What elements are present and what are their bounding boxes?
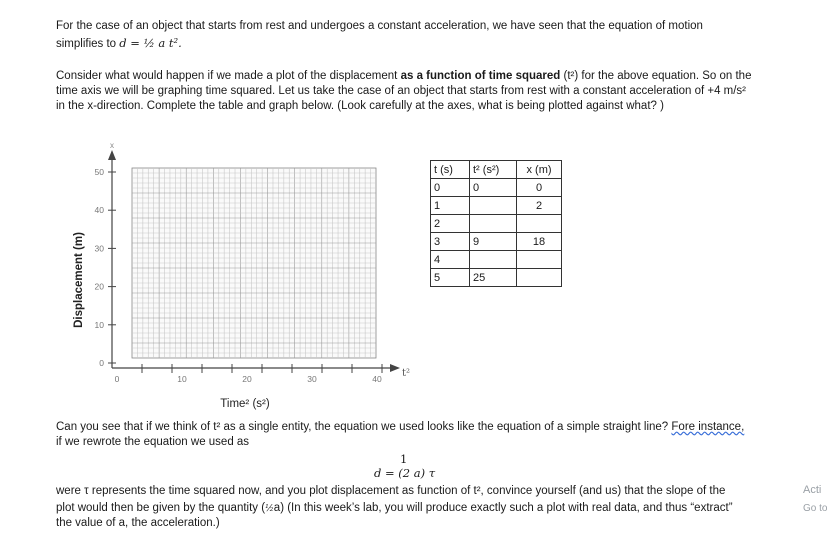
para4-l2b: a) (In this week’s lab, you will produce exactly such a plot with real data, and thus “extract”	[273, 502, 733, 514]
y-tick-label: 20	[94, 281, 104, 292]
table-cell: 1	[431, 197, 470, 215]
table-header: t² (s²)	[470, 161, 517, 179]
table-row	[431, 251, 562, 269]
y-axis-label: Displacement (m)	[73, 232, 85, 328]
table-header: t (s)	[431, 161, 470, 179]
intro-line-1: For the case of an object that starts from rest and undergoes a constant acceleration, we have seen that the equation of motion	[56, 20, 703, 32]
x-ticks	[115, 364, 382, 384]
table-cell: 3	[431, 233, 470, 251]
table-row	[431, 269, 562, 287]
y-tick-label: 30	[94, 243, 104, 254]
y-tick-label: 10	[94, 319, 104, 330]
table-cell[interactable]	[470, 215, 517, 233]
data-table	[430, 160, 562, 287]
x-tick-label: 20	[242, 374, 252, 384]
intro-equation: d = ½ a t².	[119, 36, 182, 50]
table-cell[interactable]	[517, 215, 562, 233]
table-cell[interactable]	[517, 251, 562, 269]
para4-frac: ½	[265, 504, 274, 514]
table-cell[interactable]: 0	[470, 179, 517, 197]
table-cell[interactable]: 9	[470, 233, 517, 251]
y-ticks	[95, 167, 116, 368]
y-tick-label: 50	[94, 167, 104, 177]
table-cell: 4	[431, 251, 470, 269]
table-header-row	[431, 161, 562, 179]
table-row	[431, 179, 562, 197]
table-header: x (m)	[517, 161, 562, 179]
para3-line-1	[56, 420, 744, 435]
x-tick-label: 40	[372, 374, 382, 384]
equation-main: d = (2 a) τ	[374, 466, 436, 480]
para3-l1b: Fore instance,	[671, 421, 745, 433]
table-cell[interactable]: 2	[517, 197, 562, 215]
para2-line-1	[56, 69, 751, 84]
graph-grid	[132, 168, 376, 358]
y-tick-label: 40	[94, 205, 104, 216]
para2-l1c: (t²) for the above equation. So on the	[560, 70, 752, 82]
para3-line-2: if we rewrote the equation we used as	[56, 436, 250, 448]
x-tick-label: 10	[177, 374, 187, 384]
y-arrow-label: x	[110, 141, 114, 150]
para2-l1a: Consider what would happen if we made a plot of the displacement	[56, 70, 401, 82]
table-cell[interactable]	[517, 269, 562, 287]
para4-line-3: the value of a, the acceleration.)	[56, 517, 220, 529]
intro-line-2	[56, 36, 182, 52]
x-tick-label: 30	[307, 374, 317, 384]
para2-l1b: as a function of time squared	[400, 70, 561, 82]
x-axis-label: Time² (s²)	[220, 398, 270, 410]
table-row	[431, 197, 562, 215]
equation-numerator: 1	[400, 452, 408, 466]
table-cell: 2	[431, 215, 470, 233]
table-cell: 5	[431, 269, 470, 287]
table-row	[431, 215, 562, 233]
activation-watermark-line2: Go to	[803, 503, 828, 514]
activation-watermark-line1: Acti	[803, 484, 822, 496]
y-axis-arrow	[108, 150, 116, 160]
table-cell: 0	[431, 179, 470, 197]
y-tick-label: 0	[99, 358, 104, 368]
para2-line-2: time axis we will be graphing time squared. Let us take the case of an object that starts from rest with a constant acceleration of +4 m/s²	[56, 85, 747, 97]
para4-line-2	[56, 501, 733, 517]
x-tick-label: 0	[114, 374, 120, 384]
table-cell[interactable]	[470, 197, 517, 215]
para2-line-3: in the x-direction. Complete the table and graph below. (Look carefully at the axes, what is being plotted against what? )	[56, 100, 664, 112]
table-cell[interactable]: 0	[517, 179, 562, 197]
displacement-graph	[62, 140, 412, 420]
x-arrow-label: t²	[402, 368, 411, 379]
para4-line-1: were τ represents the time squared now, and you plot displacement as function of t², convince yourself (and us) that the slope of the	[56, 485, 726, 497]
para4-l2a: plot would then be given by the quantity (	[56, 502, 266, 514]
table-cell[interactable]	[470, 251, 517, 269]
x-axis-arrow	[390, 364, 400, 372]
intro-prefix: simplifies to	[56, 38, 117, 50]
table-row	[431, 233, 562, 251]
table-cell[interactable]: 25	[470, 269, 517, 287]
table-cell[interactable]: 18	[517, 233, 562, 251]
para3-l1a: Can you see that if we think of t² as a single entity, the equation we used looks like the equation of a simple straight line?	[56, 421, 672, 433]
